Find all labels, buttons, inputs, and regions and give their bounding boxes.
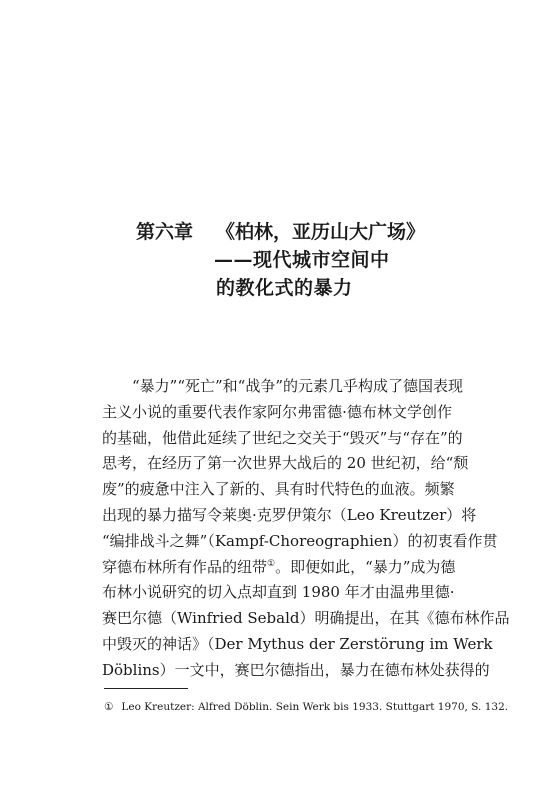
footnote-divider: [104, 688, 188, 689]
body-line-8-part2: 。即便如此，“暴力”成为德: [275, 557, 456, 576]
chapter-number: 第六章: [136, 221, 194, 243]
body-line-2: 主义小说的重要代表作家阿尔弗雷德·德布林文学创作: [102, 402, 452, 421]
body-line-10: 赛巴尔德（Winfried Sebald）明确提出，在其《德布林作品: [102, 609, 510, 628]
body-line-6: 出现的暴力描写令莱奥·克罗伊策尔（Leo Kreutzer）将: [102, 505, 477, 524]
chapter-title-line1: 《柏林，亚历山大广场》: [216, 221, 426, 243]
body-line-7: “编排战斗之舞”（Kampf-Choreographien）的初衷看作贯: [102, 531, 498, 550]
chapter-title-line2: ——现代城市空间中: [214, 249, 390, 271]
footnote-text: Leo Kreutzer: Alfred Döblin. Sein Werk bis 1933. Stuttgart 1970, S. 132.: [121, 701, 509, 713]
chapter-title-line3: 的教化式的暴力: [216, 277, 353, 299]
body-line-1: “暴力”“死亡”和“战争”的元素几乎构成了德国表现: [132, 377, 464, 395]
footnote: [104, 700, 509, 714]
body-line-4: 思考，在经历了第一次世界大战后的 20 世纪初，给“颓: [102, 454, 469, 473]
body-line-8: [102, 555, 456, 581]
chapter-heading-row1: [136, 218, 436, 246]
chapter-heading: [136, 218, 436, 302]
body-line-5: 废”的疲惫中注入了新的、具有时代特色的血液。频繁: [102, 480, 455, 499]
body-line-12: Döblins）一文中，赛巴尔德指出，暴力在德布林处获得的: [102, 660, 490, 679]
body-line-3: 的基础，他借此延续了世纪之交关于“毁灭”与“存在”的: [102, 428, 463, 447]
body-line-11: 中毁灭的神话》（Der Mythus der Zerstörung im Werk: [102, 634, 493, 653]
footnote-reference[interactable]: ①: [267, 558, 276, 569]
footnote-marker: ①: [104, 701, 114, 713]
body-line-9: 布林小说研究的切入点却直到 1980 年才由温弗里德·: [102, 583, 455, 602]
body-paragraph: [102, 374, 510, 684]
body-line-8-part1: 穿德布林所有作品的纽带: [102, 557, 268, 576]
